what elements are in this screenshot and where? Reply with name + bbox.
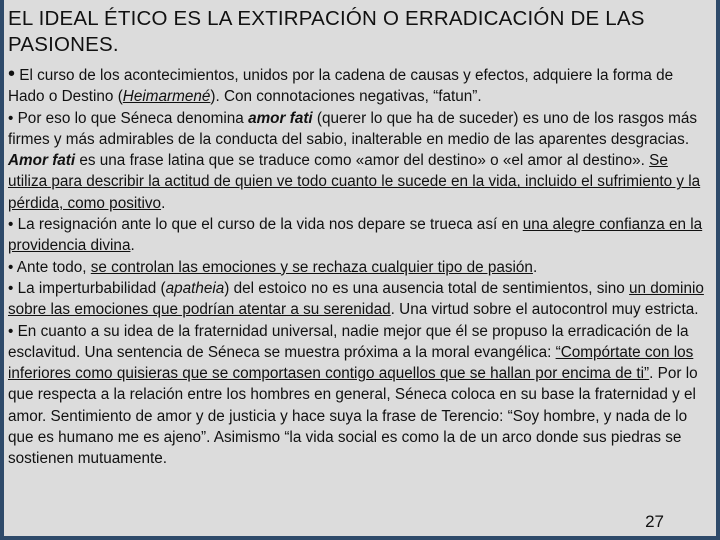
term-amor-fati-2: Amor fati	[8, 152, 76, 170]
underlined-dominio: un dominio sobre las emociones que podrían atentar a su serenidad	[8, 279, 704, 319]
slide-body	[8, 64, 708, 470]
bottom-border	[0, 536, 720, 540]
paragraph-emociones: • Ante todo, se controlan las emociones y se rechaza cualquier tipo de pasión.	[8, 258, 538, 276]
term-apatheia: apatheia	[165, 279, 225, 297]
page-number: 27	[645, 512, 664, 531]
underlined-quote: “Compórtate con los inferiores como quisieras que se comportasen contigo aquellos que se hallan por encima de ti”	[8, 343, 694, 383]
term-amor-fati: amor fati	[248, 109, 313, 127]
right-border	[716, 0, 720, 540]
slide	[8, 6, 708, 470]
underlined-control: se controlan las emociones y se rechaza cualquier tipo de pasión	[90, 258, 533, 276]
slide-title: EL IDEAL ÉTICO ES LA EXTIRPACIÓN O ERRADICACIÓN DE LAS PASIONES.	[8, 7, 645, 56]
underlined-definition: Se utiliza para describir la actitud de quien ve todo cuanto le sucede en la vida, incluido el sufrimiento y la pérdida, como positivo	[8, 152, 701, 212]
paragraph-apatheia: • La imperturbabilidad (apatheia) del estoico no es una ausencia total de sentimientos, sino un dominio sobre las emociones que podrían atentar a su serenidad. Una virtud sobre el autocontrol muy estricta.	[8, 279, 704, 319]
underlined-confianza: una alegre confianza en la providencia divina	[8, 216, 703, 255]
left-border	[0, 0, 4, 540]
paragraph-hado: • El curso de los acontecimientos, unidos por la cadena de causas y efectos, adquiere la forma de Hado o Destino (Heimarmené). Con connotaciones negativas, “fatun”.	[8, 63, 674, 106]
bullet-icon: •	[8, 63, 16, 85]
paragraph-resignacion: • La resignación ante lo que el curso de la vida nos depare se trueca así en una alegre confianza en la providencia divina.	[8, 216, 703, 255]
term-heimarmene: Heimarmené	[122, 88, 211, 106]
paragraph-fraternidad: • En cuanto a su idea de la fraternidad universal, nadie mejor que él se propuso la erradicación de la esclavitud. Una sentencia de Séneca se muestra próxima a la moral evangélica: “Compórtate con los inferiores como quisieras que se comportasen contigo aquellos que se hallan por encima de ti”. Por lo que respecta a la relación entre los hombres en general, Séneca coloca en su base la fraternidad y el amor. Sentimiento de amor y de justicia y hace suya la frase de Terencio: “Soy hombre, y nada de lo que es humano me es ajeno”. Asimismo “la vida social es como la de un arco donde sus piedras se sostienen mutuamente.	[8, 322, 698, 468]
paragraph-amor-fati: • Por eso lo que Séneca denomina amor fati (querer lo que ha de suceder) es uno de los rasgos más firmes y más admirables de la conducta del sabio, inalterable en medio de las aparentes desgracias. Amor fati es una frase latina que se traduce como «amor del destino» o «el amor al destino». Se utiliza para describir la actitud de quien ve todo cuanto le sucede en la vida, incluido el sufrimiento y la pérdida, como positivo.	[8, 109, 701, 212]
